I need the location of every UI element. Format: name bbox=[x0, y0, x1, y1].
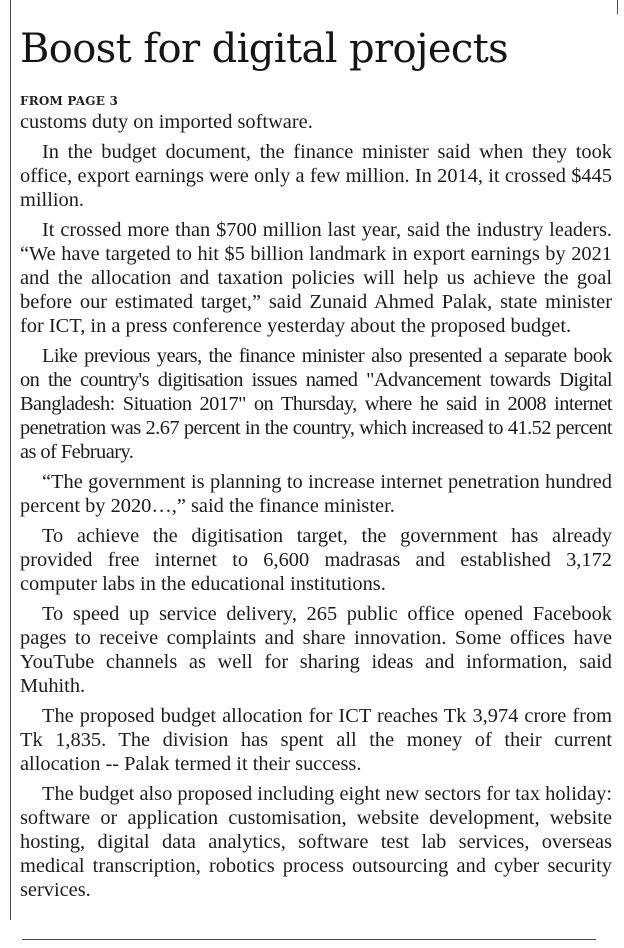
jump-line: FROM PAGE 3 bbox=[20, 94, 118, 108]
article-paragraph: Like previous years, the finance minister also presented a separate book on the country's digitisation issues named "Advancement towards Digital Bangladesh: Situation 2017" on Thursday, where he said in 2008 internet penetration was 2.67 percent in the country, which increased to 41.52 percent as of February. bbox=[20, 345, 612, 463]
article-paragraph: “The government is planning to increase internet penetration hundred percent by 2020…,” said the finance minister. bbox=[20, 471, 612, 517]
article-paragraph: To speed up service delivery, 265 public office opened Facebook pages to receive complaints and share innovation. Some offices have YouTube channels as well for sharing ideas and information, said Muhith. bbox=[20, 603, 612, 697]
article-paragraph: In the budget document, the finance minister said when they took office, export earnings were only a few million. In 2014, it crossed $445 million. bbox=[20, 141, 612, 211]
article-body bbox=[20, 110, 612, 902]
headline: Boost for digital projects bbox=[20, 26, 509, 72]
column-rule-right bbox=[617, 0, 618, 14]
news-article bbox=[20, 22, 612, 908]
article-paragraph: The budget also proposed including eight new sectors for tax holiday: software or application customisation, website development, website hosting, digital data analytics, software test lab services, overseas medical transcription, robotics process outsourcing and cyber security services. bbox=[20, 783, 612, 901]
article-paragraph: customs duty on imported software. bbox=[20, 111, 313, 133]
bottom-rule bbox=[22, 939, 596, 940]
article-paragraph: The proposed budget allocation for ICT reaches Tk 3,974 crore from Tk 1,835. The division has spent all the money of their current allocation -- Palak termed it their success. bbox=[20, 705, 612, 775]
article-paragraph: It crossed more than $700 million last year, said the industry leaders. “We have targeted to hit $5 billion landmark in export earnings by 2021 and the allocation and taxation policies will help us achieve the goal before our estimated target,” said Zunaid Ahmed Palak, state minister for ICT, in a press conference yesterday about the proposed budget. bbox=[20, 219, 612, 337]
column-rule-left bbox=[10, 0, 11, 920]
article-paragraph: To achieve the digitisation target, the government has already provided free internet to 6,600 madrasas and established 3,172 computer labs in the educational institutions. bbox=[20, 525, 612, 595]
